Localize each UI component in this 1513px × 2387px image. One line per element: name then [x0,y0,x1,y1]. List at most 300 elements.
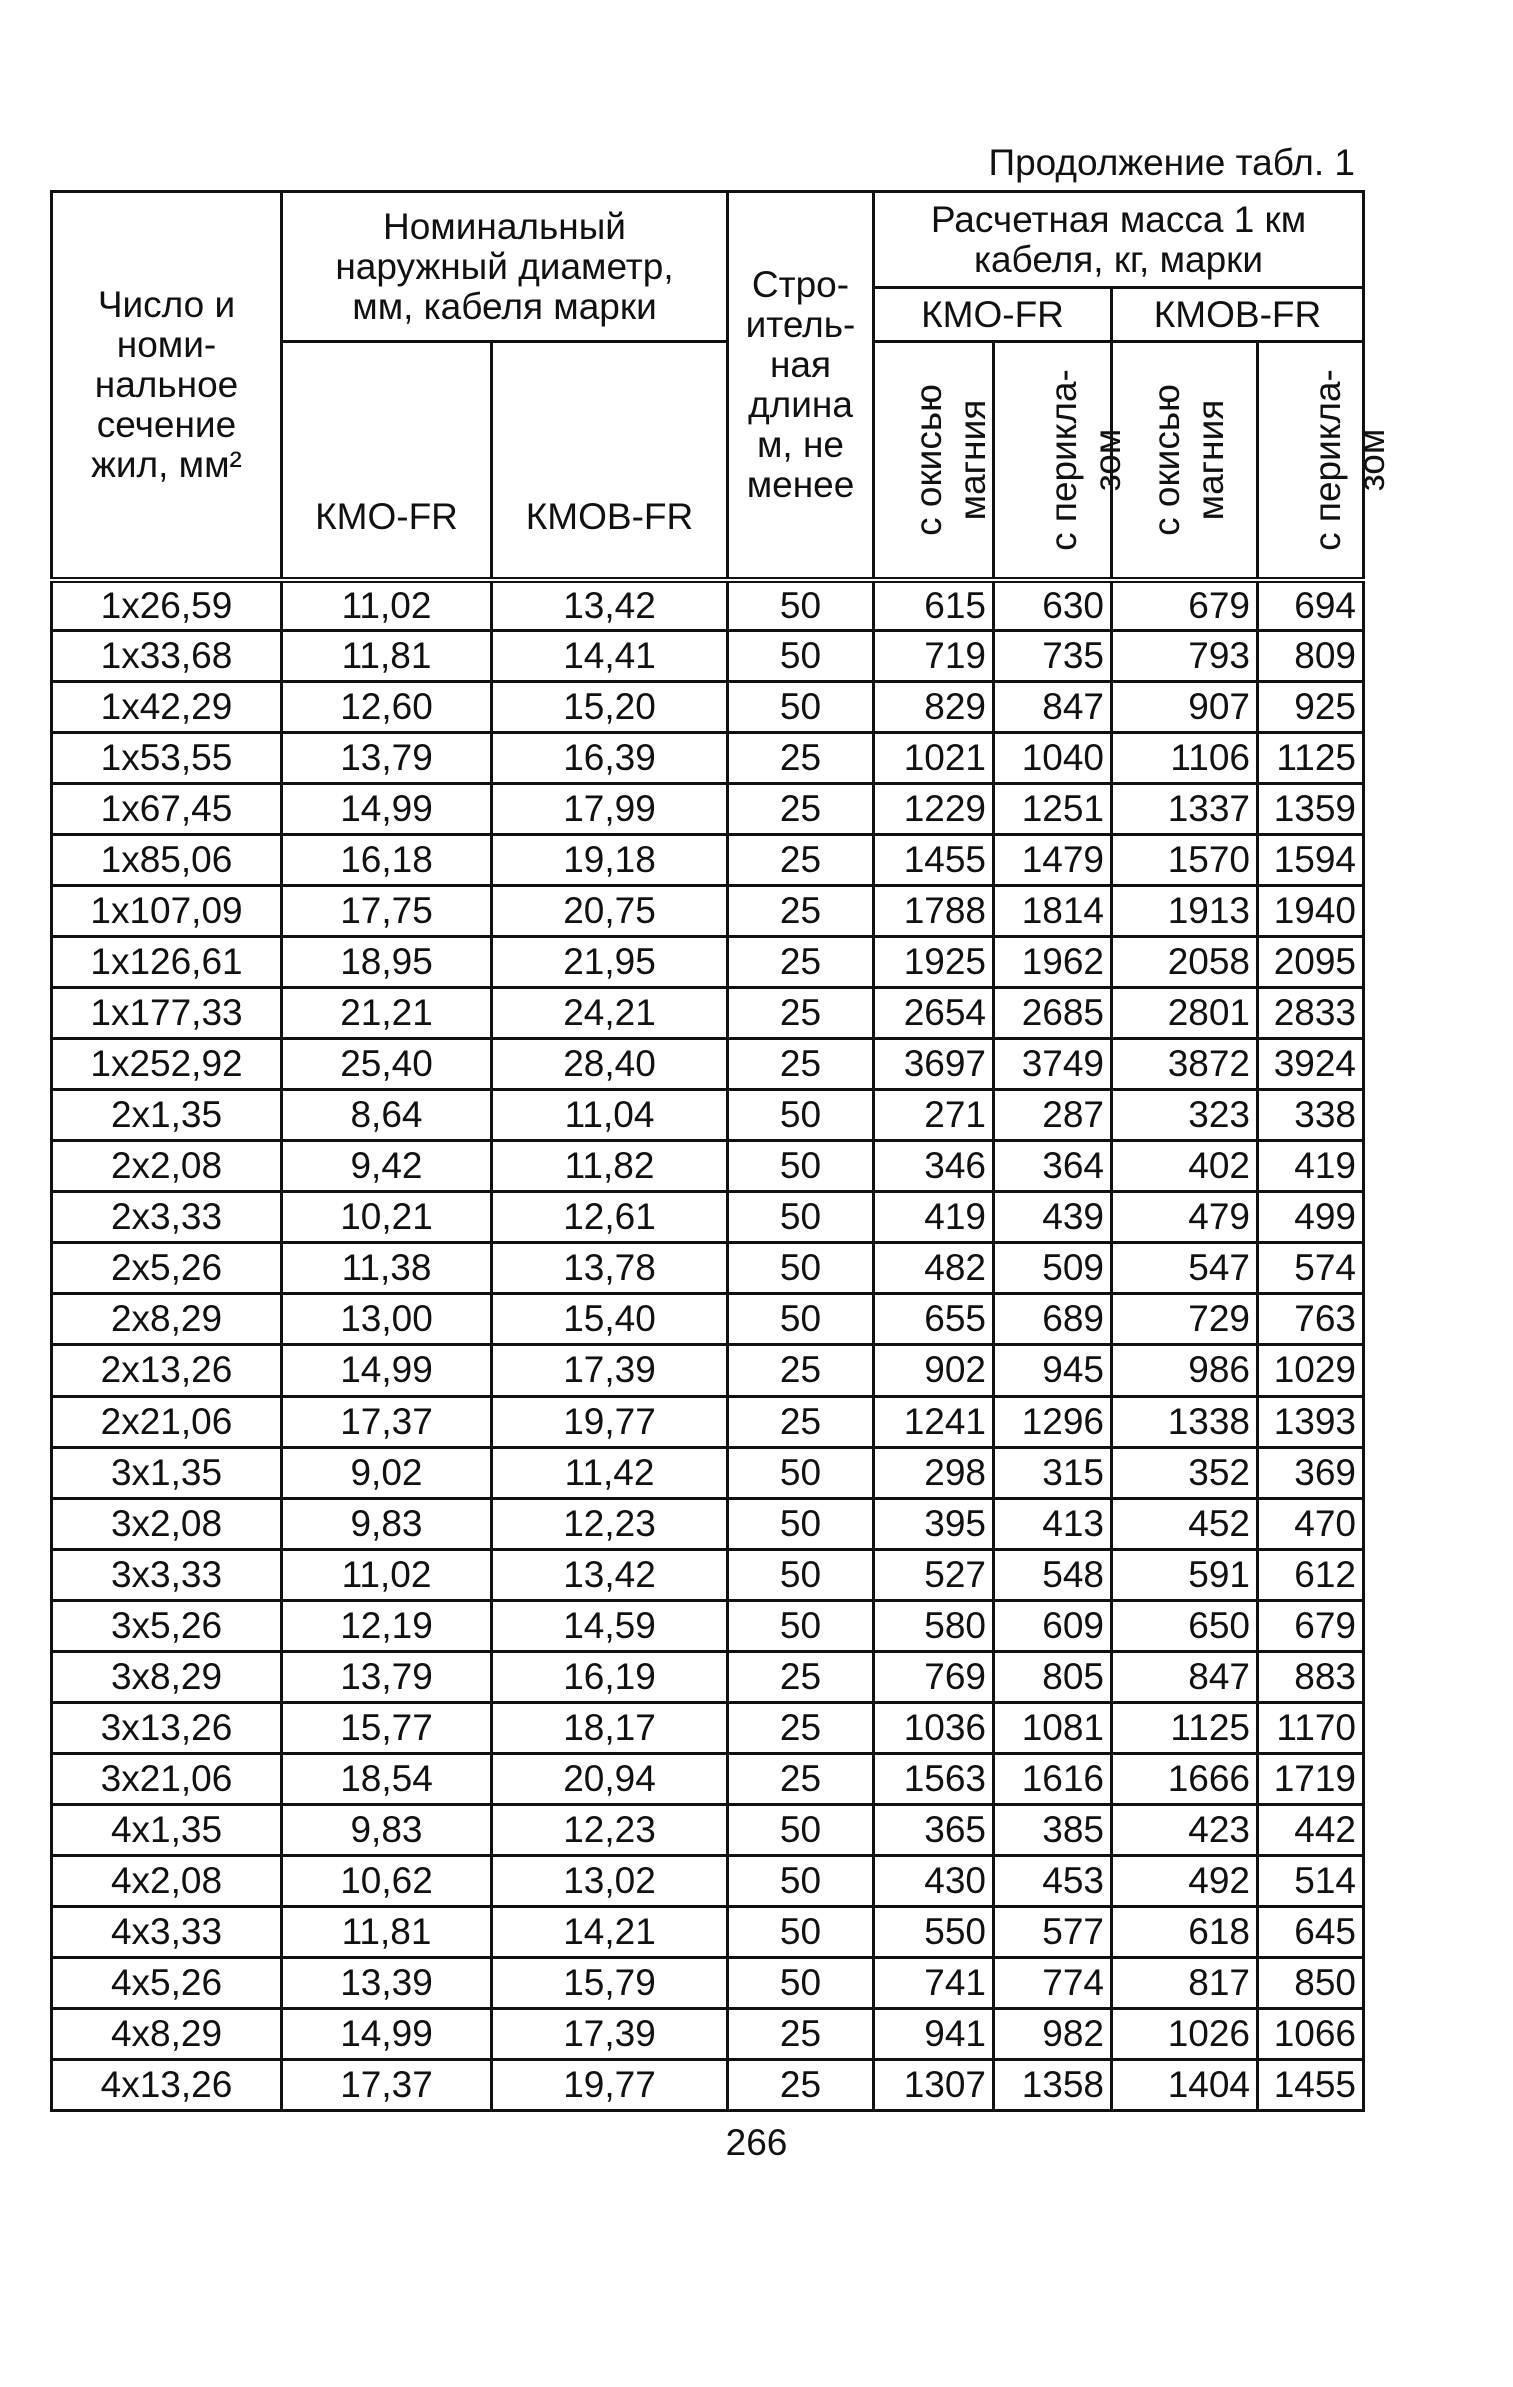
cell-mass-kmo-periclase: 364 [994,1141,1112,1192]
cell-diameter-kmob: 12,23 [492,1804,728,1855]
header-diameter-line: Номинальный [383,205,626,247]
cell-mass-kmob-periclase: 1940 [1258,886,1364,937]
cell-cross-section: 2x13,26 [52,1345,282,1396]
cell-length: 25 [728,1039,874,1090]
cell-mass-kmob-oxide: 679 [1112,580,1258,631]
cell-diameter-kmo: 17,37 [282,1396,492,1447]
header-kmo-oxide [874,342,994,580]
cell-mass-kmob-periclase: 1393 [1258,1396,1364,1447]
cell-length: 25 [728,733,874,784]
cell-diameter-kmob: 16,39 [492,733,728,784]
cell-diameter-kmob: 15,20 [492,682,728,733]
cell-mass-kmo-periclase: 1479 [994,835,1112,886]
cell-mass-kmo-periclase: 774 [994,1957,1112,2008]
cell-diameter-kmo: 14,99 [282,2008,492,2059]
cell-mass-kmo-periclase: 1358 [994,2059,1112,2110]
cell-diameter-kmo: 8,64 [282,1090,492,1141]
cell-diameter-kmo: 9,83 [282,1804,492,1855]
cell-diameter-kmob: 17,39 [492,2008,728,2059]
header-kmo-periclase [994,342,1128,580]
cell-cross-section: 1x126,61 [52,937,282,988]
cell-mass-kmo-oxide: 769 [874,1651,994,1702]
cell-mass-kmo-oxide: 298 [874,1447,994,1498]
cell-diameter-kmob: 24,21 [492,988,728,1039]
cell-mass-kmo-periclase: 1814 [994,886,1112,937]
cell-diameter-kmob: 13,02 [492,1855,728,1906]
table-row [52,988,1364,1039]
header-cross-section-line: Число и [97,283,236,325]
header-mass-line: кабеля, кг, марки [973,238,1264,280]
cell-length: 50 [728,1447,874,1498]
header-mass-kmo: КМО-FR [874,288,1112,342]
cell-diameter-kmob: 13,78 [492,1243,728,1294]
cell-mass-kmob-oxide: 547 [1112,1243,1258,1294]
cell-mass-kmo-periclase: 735 [994,631,1112,682]
cell-mass-kmob-oxide: 323 [1112,1090,1258,1141]
cell-mass-kmob-oxide: 479 [1112,1192,1258,1243]
table-row [52,784,1364,835]
cell-mass-kmo-oxide: 1021 [874,733,994,784]
cell-mass-kmo-periclase: 982 [994,2008,1112,2059]
cell-cross-section: 2x21,06 [52,1396,282,1447]
cell-mass-kmob-oxide: 3872 [1112,1039,1258,1090]
cell-mass-kmob-oxide: 1570 [1112,835,1258,886]
cell-mass-kmob-periclase: 369 [1258,1447,1364,1498]
cell-mass-kmo-oxide: 1788 [874,886,994,937]
cell-mass-kmob-periclase: 470 [1258,1498,1364,1549]
header-cross-section-line: нальное [94,363,239,405]
cell-cross-section: 4x1,35 [52,1804,282,1855]
cell-cross-section: 3x1,35 [52,1447,282,1498]
cell-diameter-kmo: 17,37 [282,2059,492,2110]
cell-diameter-kmo: 25,40 [282,1039,492,1090]
cell-diameter-kmo: 11,81 [282,1906,492,1957]
cell-diameter-kmob: 18,17 [492,1702,728,1753]
cell-mass-kmo-oxide: 1455 [874,835,994,886]
cell-mass-kmo-periclase: 847 [994,682,1112,733]
cell-diameter-kmob: 20,94 [492,1753,728,1804]
cell-mass-kmob-oxide: 1404 [1112,2059,1258,2110]
cell-mass-kmob-periclase: 1029 [1258,1345,1364,1396]
table-row [52,1600,1364,1651]
cell-mass-kmo-periclase: 287 [994,1090,1112,1141]
cell-diameter-kmob: 17,99 [492,784,728,835]
cell-mass-kmob-oxide: 1026 [1112,2008,1258,2059]
table-row [52,1447,1364,1498]
cell-mass-kmob-periclase: 3924 [1258,1039,1364,1090]
cell-diameter-kmob: 19,77 [492,2059,728,2110]
cell-diameter-kmo: 15,77 [282,1702,492,1753]
cell-diameter-kmo: 13,79 [282,1651,492,1702]
cell-diameter-kmob: 12,23 [492,1498,728,1549]
cell-diameter-kmo: 11,81 [282,631,492,682]
cell-diameter-kmob: 14,59 [492,1600,728,1651]
cell-diameter-kmo: 9,02 [282,1447,492,1498]
cell-mass-kmo-periclase: 413 [994,1498,1112,1549]
header-length-line: ная [769,343,832,385]
cell-mass-kmob-periclase: 442 [1258,1804,1364,1855]
header-diameter-kmo: КМО-FR [282,342,492,580]
header-length-line: длина [748,383,853,425]
cell-mass-kmob-oxide: 618 [1112,1906,1258,1957]
cell-cross-section: 2x8,29 [52,1294,282,1345]
header-mass-group [874,192,1364,288]
cell-mass-kmob-periclase: 338 [1258,1090,1364,1141]
cell-length: 50 [728,1600,874,1651]
cell-mass-kmo-periclase: 1296 [994,1396,1112,1447]
cell-mass-kmo-oxide: 271 [874,1090,994,1141]
cell-mass-kmo-oxide: 741 [874,1957,994,2008]
cell-mass-kmo-periclase: 1040 [994,733,1112,784]
cell-mass-kmo-oxide: 527 [874,1549,994,1600]
cell-cross-section: 2x2,08 [52,1141,282,1192]
cell-mass-kmo-periclase: 945 [994,1345,1112,1396]
cell-mass-kmo-oxide: 2654 [874,988,994,1039]
header-periclase-line: с перикла- [1306,368,1348,551]
cell-diameter-kmob: 14,41 [492,631,728,682]
cell-mass-kmo-periclase: 1251 [994,784,1112,835]
cell-diameter-kmo: 18,95 [282,937,492,988]
header-kmob-oxide [1112,342,1258,580]
header-length-line: Стро- [751,263,850,305]
cell-cross-section: 1x67,45 [52,784,282,835]
table-row [52,1549,1364,1600]
cell-mass-kmob-periclase: 883 [1258,1651,1364,1702]
cell-mass-kmo-oxide: 719 [874,631,994,682]
table-row [52,1702,1364,1753]
cell-mass-kmob-oxide: 793 [1112,631,1258,682]
cell-diameter-kmob: 20,75 [492,886,728,937]
cell-mass-kmob-periclase: 679 [1258,1600,1364,1651]
cell-cross-section: 2x5,26 [52,1243,282,1294]
cell-diameter-kmo: 13,00 [282,1294,492,1345]
cell-cross-section: 3x5,26 [52,1600,282,1651]
cell-cross-section: 1x33,68 [52,631,282,682]
cell-mass-kmob-oxide: 423 [1112,1804,1258,1855]
cell-diameter-kmo: 9,42 [282,1141,492,1192]
table-row [52,631,1364,682]
cell-length: 50 [728,1090,874,1141]
cell-mass-kmo-oxide: 655 [874,1294,994,1345]
cell-mass-kmob-oxide: 1125 [1112,1702,1258,1753]
cell-cross-section: 3x13,26 [52,1702,282,1753]
cell-length: 25 [728,1651,874,1702]
table-row [52,1192,1364,1243]
header-mass-line: Расчетная масса 1 км [930,198,1307,240]
table-row [52,1804,1364,1855]
cell-diameter-kmo: 21,21 [282,988,492,1039]
table-row [52,1855,1364,1906]
cell-mass-kmo-periclase: 453 [994,1855,1112,1906]
cell-length: 50 [728,1498,874,1549]
table-row [52,733,1364,784]
cell-diameter-kmob: 11,42 [492,1447,728,1498]
cell-mass-kmob-periclase: 1125 [1258,733,1364,784]
cell-mass-kmob-periclase: 574 [1258,1243,1364,1294]
cell-mass-kmob-oxide: 452 [1112,1498,1258,1549]
cell-mass-kmo-periclase: 805 [994,1651,1112,1702]
cell-mass-kmo-periclase: 385 [994,1804,1112,1855]
table-row [52,1090,1364,1141]
cell-mass-kmob-periclase: 419 [1258,1141,1364,1192]
header-periclase-line: зом [1086,428,1128,492]
cell-mass-kmob-periclase: 763 [1258,1294,1364,1345]
cell-mass-kmob-periclase: 499 [1258,1192,1364,1243]
cell-length: 25 [728,988,874,1039]
page-number: 266 [725,2122,788,2163]
header-mass-kmob: КМОВ-FR [1112,288,1364,342]
header-length-line: итель- [745,303,856,345]
cell-length: 50 [728,1549,874,1600]
cell-cross-section: 4x2,08 [52,1855,282,1906]
cell-diameter-kmob: 13,42 [492,580,728,631]
cell-mass-kmob-oxide: 1338 [1112,1396,1258,1447]
cell-cross-section: 4x5,26 [52,1957,282,2008]
cell-diameter-kmo: 10,21 [282,1192,492,1243]
cell-length: 25 [728,2059,874,2110]
cell-mass-kmo-oxide: 419 [874,1192,994,1243]
table-row [52,580,1364,631]
cell-mass-kmob-periclase: 809 [1258,631,1364,682]
header-cross-section-line: номи- [116,323,217,365]
cell-mass-kmo-oxide: 1307 [874,2059,994,2110]
cell-mass-kmob-oxide: 817 [1112,1957,1258,2008]
table-row [52,682,1364,733]
cell-cross-section: 1x177,33 [52,988,282,1039]
cell-mass-kmob-periclase: 694 [1258,580,1364,631]
cell-mass-kmo-oxide: 902 [874,1345,994,1396]
cell-diameter-kmob: 19,77 [492,1396,728,1447]
cell-mass-kmo-periclase: 577 [994,1906,1112,1957]
cell-cross-section: 2x1,35 [52,1090,282,1141]
cell-mass-kmob-oxide: 1337 [1112,784,1258,835]
cell-diameter-kmo: 14,99 [282,1345,492,1396]
cell-mass-kmob-periclase: 925 [1258,682,1364,733]
cell-mass-kmo-periclase: 609 [994,1600,1112,1651]
header-diameter-line: мм, кабеля марки [352,285,657,327]
cell-length: 25 [728,1702,874,1753]
cell-mass-kmo-periclase: 439 [994,1192,1112,1243]
table-row [52,1243,1364,1294]
cell-mass-kmob-periclase: 1359 [1258,784,1364,835]
cell-length: 25 [728,2008,874,2059]
header-length-line: менее [746,463,855,505]
header-oxide-line: с окисью [907,383,949,536]
cell-mass-kmo-periclase: 509 [994,1243,1112,1294]
header-oxide-line: с окисью [1145,383,1187,536]
cell-diameter-kmob: 11,82 [492,1141,728,1192]
cell-length: 50 [728,1141,874,1192]
cable-table [50,190,1392,2112]
cell-mass-kmob-periclase: 2833 [1258,988,1364,1039]
cell-length: 50 [728,1294,874,1345]
cell-length: 25 [728,1753,874,1804]
cell-mass-kmob-oxide: 352 [1112,1447,1258,1498]
cell-mass-kmo-oxide: 1036 [874,1702,994,1753]
cell-cross-section: 2x3,33 [52,1192,282,1243]
cell-length: 25 [728,784,874,835]
table-row [52,1498,1364,1549]
cell-mass-kmo-oxide: 482 [874,1243,994,1294]
table-row [52,886,1364,937]
cell-mass-kmo-oxide: 395 [874,1498,994,1549]
cell-mass-kmob-oxide: 2801 [1112,988,1258,1039]
cell-mass-kmo-periclase: 548 [994,1549,1112,1600]
table-row [52,937,1364,988]
header-cross-section [52,192,282,580]
cell-mass-kmo-oxide: 365 [874,1804,994,1855]
cell-mass-kmo-oxide: 346 [874,1141,994,1192]
cell-mass-kmob-oxide: 1106 [1112,733,1258,784]
cell-length: 50 [728,1855,874,1906]
cell-mass-kmob-oxide: 650 [1112,1600,1258,1651]
header-diameter-group [282,192,728,342]
cell-diameter-kmo: 9,83 [282,1498,492,1549]
header-cross-section-line: жил, мм² [91,443,242,485]
table-row [52,1906,1364,1957]
table-caption: Продолжение табл. 1 [988,142,1355,183]
cell-cross-section: 1x252,92 [52,1039,282,1090]
cell-length: 50 [728,1192,874,1243]
header-periclase-line: зом [1350,428,1392,492]
cell-diameter-kmo: 12,19 [282,1600,492,1651]
table-row [52,1651,1364,1702]
cell-mass-kmo-oxide: 615 [874,580,994,631]
header-oxide-line: магния [1189,399,1231,521]
cell-cross-section: 4x8,29 [52,2008,282,2059]
cell-cross-section: 1x107,09 [52,886,282,937]
cell-diameter-kmob: 19,18 [492,835,728,886]
table-row [52,2059,1364,2110]
cell-mass-kmob-periclase: 850 [1258,1957,1364,2008]
cell-mass-kmo-oxide: 1241 [874,1396,994,1447]
cell-mass-kmob-oxide: 986 [1112,1345,1258,1396]
table-row [52,1345,1364,1396]
cell-mass-kmob-periclase: 645 [1258,1906,1364,1957]
cell-cross-section: 1x53,55 [52,733,282,784]
cell-mass-kmob-oxide: 492 [1112,1855,1258,1906]
cell-diameter-kmob: 13,42 [492,1549,728,1600]
table-header [52,192,1392,580]
cell-diameter-kmo: 17,75 [282,886,492,937]
cell-length: 50 [728,1957,874,2008]
cell-diameter-kmob: 17,39 [492,1345,728,1396]
cell-length: 25 [728,835,874,886]
cell-mass-kmo-periclase: 1081 [994,1702,1112,1753]
cell-diameter-kmo: 11,02 [282,580,492,631]
cell-diameter-kmob: 12,61 [492,1192,728,1243]
cell-cross-section: 3x2,08 [52,1498,282,1549]
header-diameter-kmob: КМОВ-FR [492,342,728,580]
cell-diameter-kmob: 15,79 [492,1957,728,2008]
cell-mass-kmob-oxide: 729 [1112,1294,1258,1345]
cell-length: 50 [728,1906,874,1957]
header-length-line: м, не [756,423,844,465]
cell-mass-kmob-periclase: 1594 [1258,835,1364,886]
cell-length: 50 [728,1243,874,1294]
cell-mass-kmo-oxide: 1925 [874,937,994,988]
cell-mass-kmob-periclase: 1719 [1258,1753,1364,1804]
cell-mass-kmob-periclase: 514 [1258,1855,1364,1906]
cell-cross-section: 4x3,33 [52,1906,282,1957]
cell-cross-section: 4x13,26 [52,2059,282,2110]
header-length [728,192,874,580]
cell-mass-kmob-periclase: 1066 [1258,2008,1364,2059]
cell-mass-kmo-periclase: 3749 [994,1039,1112,1090]
cell-length: 25 [728,886,874,937]
cell-cross-section: 1x26,59 [52,580,282,631]
cell-diameter-kmob: 11,04 [492,1090,728,1141]
table-row [52,835,1364,886]
table-row [52,1753,1364,1804]
cell-mass-kmo-oxide: 941 [874,2008,994,2059]
cell-diameter-kmo: 13,39 [282,1957,492,2008]
cell-mass-kmob-oxide: 591 [1112,1549,1258,1600]
table-row [52,1957,1364,2008]
cell-mass-kmo-periclase: 689 [994,1294,1112,1345]
table-body [52,580,1364,2111]
table-row [52,2008,1364,2059]
cell-length: 50 [728,1804,874,1855]
cell-diameter-kmo: 11,02 [282,1549,492,1600]
cell-mass-kmo-periclase: 1962 [994,937,1112,988]
cell-mass-kmo-oxide: 430 [874,1855,994,1906]
cell-mass-kmo-periclase: 630 [994,580,1112,631]
cell-mass-kmob-oxide: 2058 [1112,937,1258,988]
cell-mass-kmo-oxide: 3697 [874,1039,994,1090]
cell-diameter-kmo: 14,99 [282,784,492,835]
header-oxide-line: магния [951,399,993,521]
cell-mass-kmo-oxide: 1563 [874,1753,994,1804]
cell-diameter-kmob: 15,40 [492,1294,728,1345]
cell-length: 50 [728,682,874,733]
cell-mass-kmob-oxide: 907 [1112,682,1258,733]
cell-mass-kmob-periclase: 2095 [1258,937,1364,988]
cell-mass-kmo-periclase: 2685 [994,988,1112,1039]
cell-cross-section: 1x85,06 [52,835,282,886]
cell-mass-kmob-periclase: 1170 [1258,1702,1364,1753]
table-row [52,1294,1364,1345]
header-kmob-periclase [1258,342,1392,580]
cell-diameter-kmob: 16,19 [492,1651,728,1702]
cell-mass-kmo-periclase: 315 [994,1447,1112,1498]
cell-length: 25 [728,1345,874,1396]
cell-mass-kmob-oxide: 402 [1112,1141,1258,1192]
cell-diameter-kmo: 10,62 [282,1855,492,1906]
cell-diameter-kmo: 13,79 [282,733,492,784]
cell-mass-kmob-oxide: 1913 [1112,886,1258,937]
cell-diameter-kmo: 11,38 [282,1243,492,1294]
header-diameter-line: наружный диаметр, [335,245,674,287]
cell-mass-kmo-oxide: 580 [874,1600,994,1651]
cell-diameter-kmo: 12,60 [282,682,492,733]
cell-mass-kmob-oxide: 1666 [1112,1753,1258,1804]
cell-cross-section: 1x42,29 [52,682,282,733]
cell-mass-kmo-oxide: 829 [874,682,994,733]
cell-mass-kmo-oxide: 550 [874,1906,994,1957]
cell-mass-kmob-oxide: 847 [1112,1651,1258,1702]
cell-cross-section: 3x8,29 [52,1651,282,1702]
cell-cross-section: 3x3,33 [52,1549,282,1600]
cell-cross-section: 3x21,06 [52,1753,282,1804]
table-row [52,1039,1364,1090]
cell-diameter-kmob: 28,40 [492,1039,728,1090]
cell-mass-kmo-periclase: 1616 [994,1753,1112,1804]
header-cross-section-line: сечение [96,403,237,445]
cell-length: 50 [728,631,874,682]
cell-length: 50 [728,580,874,631]
cell-mass-kmob-periclase: 612 [1258,1549,1364,1600]
